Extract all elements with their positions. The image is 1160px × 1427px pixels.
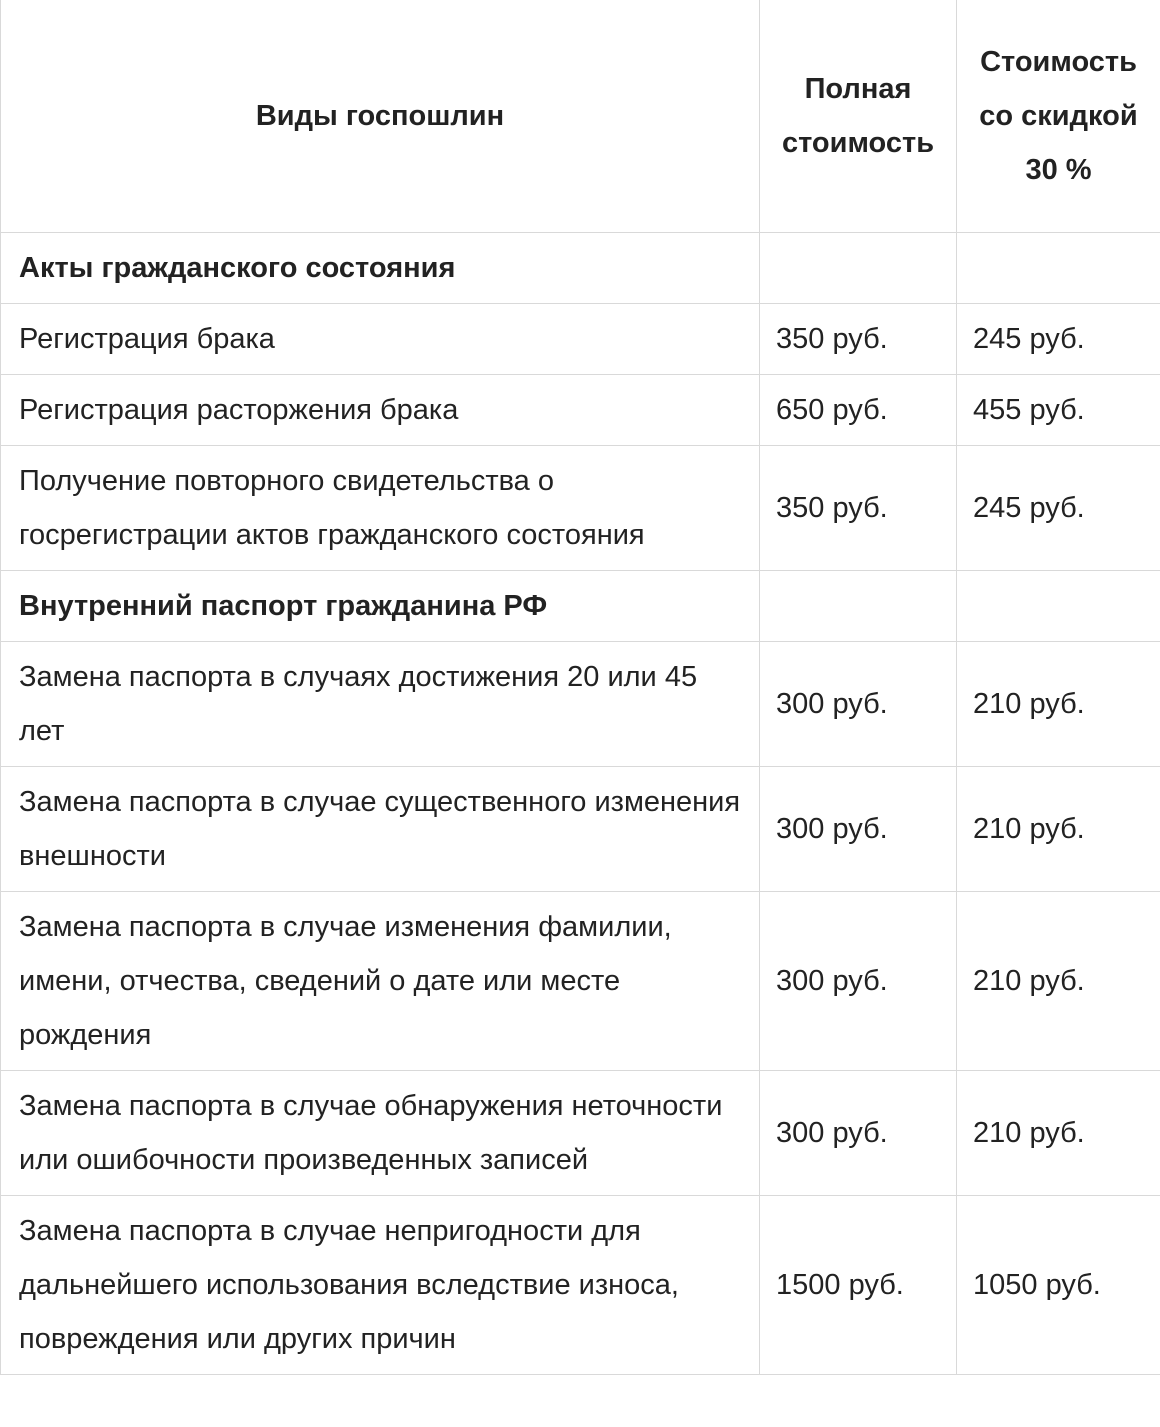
discount-price: 245 руб. [957, 446, 1160, 571]
table-row [1, 304, 1160, 375]
table-row [1, 375, 1160, 446]
table-header [1, 0, 1160, 233]
full-price: 300 руб. [760, 642, 957, 767]
full-price: 650 руб. [760, 375, 957, 446]
discount-price: 245 руб. [957, 304, 1160, 375]
discount-price: 210 руб. [957, 767, 1160, 892]
table-row [1, 642, 1160, 767]
header-fee-type: Виды госпошлин [1, 0, 760, 233]
fee-name: Получение повторного свидетельства о госрегистрации актов гражданского состояния [1, 446, 760, 571]
discount-price: 210 руб. [957, 1071, 1160, 1196]
fee-name: Замена паспорта в случае изменения фамилии, имени, отчества, сведений о дате или месте рождения [1, 892, 760, 1071]
full-price: 1500 руб. [760, 1196, 957, 1375]
table-row [1, 1196, 1160, 1375]
fee-name: Регистрация расторжения брака [1, 375, 760, 446]
table-row [1, 446, 1160, 571]
full-price: 300 руб. [760, 892, 957, 1071]
discount-price: 210 руб. [957, 892, 1160, 1071]
fee-name: Замена паспорта в случаях достижения 20 или 45 лет [1, 642, 760, 767]
empty-cell [760, 571, 957, 642]
empty-cell [760, 233, 957, 304]
full-price: 300 руб. [760, 1071, 957, 1196]
full-price: 350 руб. [760, 304, 957, 375]
section-title: Акты гражданского состояния [1, 233, 760, 304]
empty-cell [957, 233, 1160, 304]
header-discount-price: Стоимость со скидкой 30 % [957, 0, 1160, 233]
table-row [1, 767, 1160, 892]
header-full-price: Полная стоимость [760, 0, 957, 233]
fee-name: Замена паспорта в случае непригодности для дальнейшего использования вследствие износа, повреждения или других причин [1, 1196, 760, 1375]
discount-price: 455 руб. [957, 375, 1160, 446]
fee-name: Замена паспорта в случае существенного изменения внешности [1, 767, 760, 892]
table-row [1, 892, 1160, 1071]
section-row [1, 571, 1160, 642]
full-price: 300 руб. [760, 767, 957, 892]
table-body [1, 233, 1160, 1375]
header-row [1, 0, 1160, 233]
discount-price: 210 руб. [957, 642, 1160, 767]
section-row [1, 233, 1160, 304]
empty-cell [957, 571, 1160, 642]
full-price: 350 руб. [760, 446, 957, 571]
discount-price: 1050 руб. [957, 1196, 1160, 1375]
table-row [1, 1071, 1160, 1196]
section-title: Внутренний паспорт гражданина РФ [1, 571, 760, 642]
fee-name: Замена паспорта в случае обнаружения неточности или ошибочности произведенных записей [1, 1071, 760, 1196]
fee-name: Регистрация брака [1, 304, 760, 375]
